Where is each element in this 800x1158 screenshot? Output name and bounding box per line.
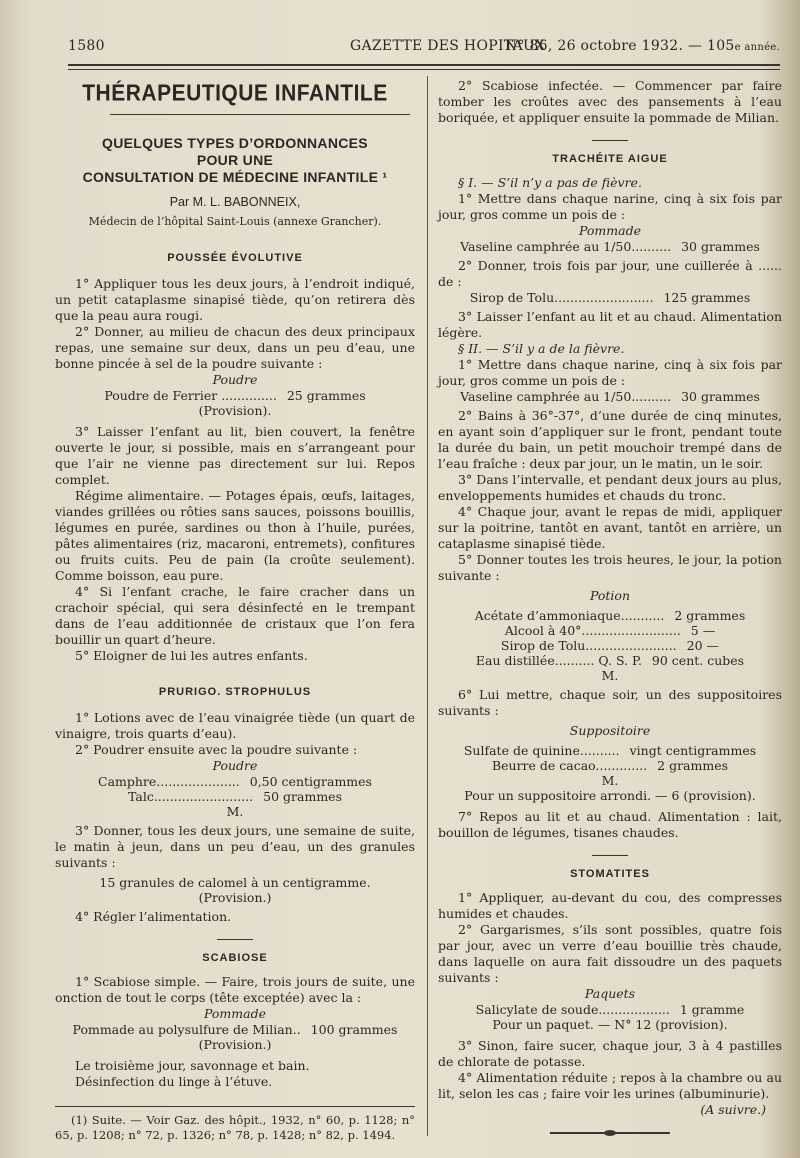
rx-title: Poudre xyxy=(212,372,258,387)
paragraph: 2° Donner, au milieu de chacun des deux principaux repas, une semaine sur deux, dans un peu d’eau, une bonne pincée à sel de la poudre suivante : xyxy=(55,324,415,371)
paragraph: Régime alimentaire. — Potages épais, œufs, laitages, viandes grillées ou rôties sans sauces, poissons bouillis, légumes en purée, sardines ou thon à l’huile, purées, pâtes alimentaires (riz, macaroni, entremets), confitures ou fruits cuits. Peu de pain (la croûte seulement). Comme boisson, eau pure. xyxy=(55,488,415,583)
heading-stomatites: STOMATITES xyxy=(570,868,650,880)
heading-prurigo: PRURIGO. STROPHULUS xyxy=(158,686,312,698)
paragraph: 1° Lotions avec de l’eau vinaigrée tiède (un quart de vinaigre, trois quarts d’eau). xyxy=(55,710,415,741)
rx-title: Pommade xyxy=(579,223,641,238)
paragraph: 6° Lui mettre, chaque soir, un des suppositoires suivants : xyxy=(438,687,782,718)
column-divider xyxy=(427,76,428,1136)
left-column xyxy=(55,78,415,1143)
prescription: 15 granules de calomel à un centigramme. (Provision.) xyxy=(99,875,371,905)
rx-line: Eau distillée.......... Q. S. P. 90 cent. cubes xyxy=(475,653,745,668)
paragraph: 4° Alimentation réduite ; repos à la chambre ou au lit, selon les cas ; faire voir les urines (albuminurie). xyxy=(438,1070,782,1101)
paragraph: 3° Sinon, faire sucer, chaque jour, 3 à 4 pastilles de chlorate de potasse. xyxy=(438,1038,782,1069)
subheading: § I. — S’il n’y a pas de fièvre. xyxy=(458,175,642,190)
paragraph: 2° Donner, trois fois par jour, une cuillerée à ...... de : xyxy=(438,258,782,289)
right-column xyxy=(438,78,782,1134)
article-title: QUELQUES TYPES D’ORDONNANCES POUR UNE CONSULTATION DE MÉDECINE INFANTILE ¹ xyxy=(82,135,388,185)
prescription: Vaseline camphrée au 1/50.......... 30 grammes xyxy=(460,239,760,254)
paragraph: 2° Scabiose infectée. — Commencer par faire tomber les croûtes avec des pansements à l’eau boriquée, et appliquer ensuite la pommade de Milian. xyxy=(438,78,782,125)
footnote: (1) Suite. — Voir Gaz. des hôpit., 1932, n° 60, p. 1128; n° 65, p. 1208; n° 72, p. 1326; n° 78, p. 1428; n° 82, p. 1494. xyxy=(55,1113,415,1142)
end-ornament xyxy=(550,1132,670,1134)
heading-scabiose: SCABIOSE xyxy=(202,952,268,964)
to-be-continued: (A suivre.) xyxy=(700,1102,766,1117)
paragraph: 1° Appliquer, au-devant du cou, des compresses humides et chaudes. xyxy=(438,890,782,921)
paragraph: 1° Scabiose simple. — Faire, trois jours de suite, une onction de tout le corps (tête exceptée) avec la : xyxy=(55,974,415,1005)
paragraph: 1° Appliquer tous les deux jours, à l’endroit indiqué, un petit cataplasme sinapisé tiède, qu’on retirera dès que la peau aura rougi. xyxy=(55,276,415,323)
prescription: Sirop de Tolu......................... 125 grammes xyxy=(469,290,751,305)
header-rule-thin xyxy=(68,69,780,70)
rx-title: Potion xyxy=(589,588,631,603)
paragraph: 1° Mettre dans chaque narine, cinq à six fois par jour, gros comme un pois de : xyxy=(438,191,782,222)
affiliation: Médecin de l’hôpital Saint-Louis (annexe Grancher). xyxy=(88,215,382,228)
paragraph: 5° Eloigner de lui les autres enfants. xyxy=(75,648,308,663)
paragraph: 3° Laisser l’enfant au lit et au chaud. Alimentation légère. xyxy=(438,309,782,340)
prescription: Vaseline camphrée au 1/50.......... 30 grammes xyxy=(460,389,760,404)
journal-title: GAZETTE DES HOPITAUX xyxy=(350,38,546,54)
paragraph: Désinfection du linge à l’étuve. xyxy=(75,1074,273,1089)
separator xyxy=(592,855,628,856)
paragraph: 4° Si l’enfant crache, le faire cracher dans un crachoir spécial, qui sera désinfecté en le trempant dans de l’eau additionnée de cristaux que l’on fera bouillir un quart d’heure. xyxy=(55,584,415,647)
prescription-suppositoire: Sulfate de quinine.......... vingt centigrammes Beurre de cacao............. 2 grammes M. Pour un suppositoire arrondi. — 6 (provision). xyxy=(463,743,757,803)
prescription-potion: Acétate d’ammoniaque........... 2 grammes Alcool à 40°......................... 5 — Sirop de Tolu....................... 20 — Eau distillée.......... Q. S. P. 90 cent. cubes M. xyxy=(438,608,782,683)
running-header xyxy=(68,38,780,60)
prescription: Salicylate de soude.................. 1 gramme Pour un paquet. — N° 12 (provision). xyxy=(475,1002,745,1032)
rx-line: Acétate d’ammoniaque........... 2 grammes xyxy=(474,608,746,623)
footnote-rule xyxy=(55,1106,415,1107)
paragraph: 2° Gargarismes, s’ils sont possibles, quatre fois par jour, avec un verre d’eau bouillie très chaude, dans laquelle on aura fait dissoudre un des paquets suivants : xyxy=(438,922,782,985)
heading-poussee: POUSSÉE ÉVOLUTIVE xyxy=(167,252,303,264)
title-rule xyxy=(110,114,410,115)
author: Par M. L. BABONNEIX, xyxy=(169,195,301,209)
subheading: § II. — S’il y a de la fièvre. xyxy=(458,341,625,356)
separator xyxy=(592,140,628,141)
paragraph: 7° Repos au lit et au chaud. Alimentation : lait, bouillon de légumes, tisanes chaudes. xyxy=(438,809,782,840)
page-number: 1580 xyxy=(68,38,105,54)
paragraph: 3° Dans l’intervalle, et pendant deux jours au plus, enveloppements humides et chauds du tronc. xyxy=(438,472,782,503)
rx-title: Paquets xyxy=(584,986,636,1001)
prescription: Poudre de Ferrier .............. 25 grammes (Provision). xyxy=(104,388,366,418)
header-rule xyxy=(68,64,780,66)
paragraph: 2° Bains à 36°-37°, d’une durée de cinq minutes, en ayant soin d’appliquer sur le front, pendant toute la durée du bain, un petit mouchoir trempé dans de l’eau fraîche : deux par jour, un le matin, un le soir. xyxy=(438,408,782,471)
issue-info: N° 86, 26 octobre 1932. — 105e année. xyxy=(504,38,780,54)
paragraph: 4° Régler l’alimentation. xyxy=(75,909,232,924)
paragraph: 1° Mettre dans chaque narine, cinq à six fois par jour, gros comme un pois de : xyxy=(438,357,782,388)
rx-line: Alcool à 40°......................... 5 — xyxy=(504,623,716,638)
paragraph: Le troisième jour, savonnage et bain. xyxy=(75,1058,310,1073)
heading-tracheite: TRACHÉITE AIGUE xyxy=(552,153,668,165)
paragraph: 4° Chaque jour, avant le repas de midi, appliquer sur la poitrine, tantôt en avant, tantôt en arrière, un cataplasme sinapisé tiède. xyxy=(438,504,782,551)
rx-line: Sirop de Tolu....................... 20 — xyxy=(500,638,720,653)
rx-title: Suppositoire xyxy=(569,723,651,738)
paragraph: 3° Laisser l’enfant au lit, bien couvert, la fenêtre ouverte le jour, si possible, mais en s’arrangeant pour que l’air ne vienne pas directement sur lui. Repos complet. xyxy=(55,424,415,487)
prescription: Camphre..................... 0,50 centigrammes Talc......................... 50 grammes M. xyxy=(98,774,372,819)
paragraph: 3° Donner, tous les deux jours, une semaine de suite, le matin à jeun, dans un peu d’eau, un des granules suivants : xyxy=(55,823,415,870)
paragraph: 5° Donner toutes les trois heures, le jour, la potion suivante : xyxy=(438,552,782,583)
rx-title: Poudre xyxy=(212,758,258,773)
section-title: THÉRAPEUTIQUE INFANTILE xyxy=(82,80,388,107)
prescription: Pommade au polysulfure de Milian.. 100 grammes (Provision.) xyxy=(72,1022,398,1052)
separator xyxy=(217,939,253,940)
rx-title: Pommade xyxy=(204,1006,266,1021)
paragraph: 2° Poudrer ensuite avec la poudre suivante : xyxy=(75,742,358,757)
